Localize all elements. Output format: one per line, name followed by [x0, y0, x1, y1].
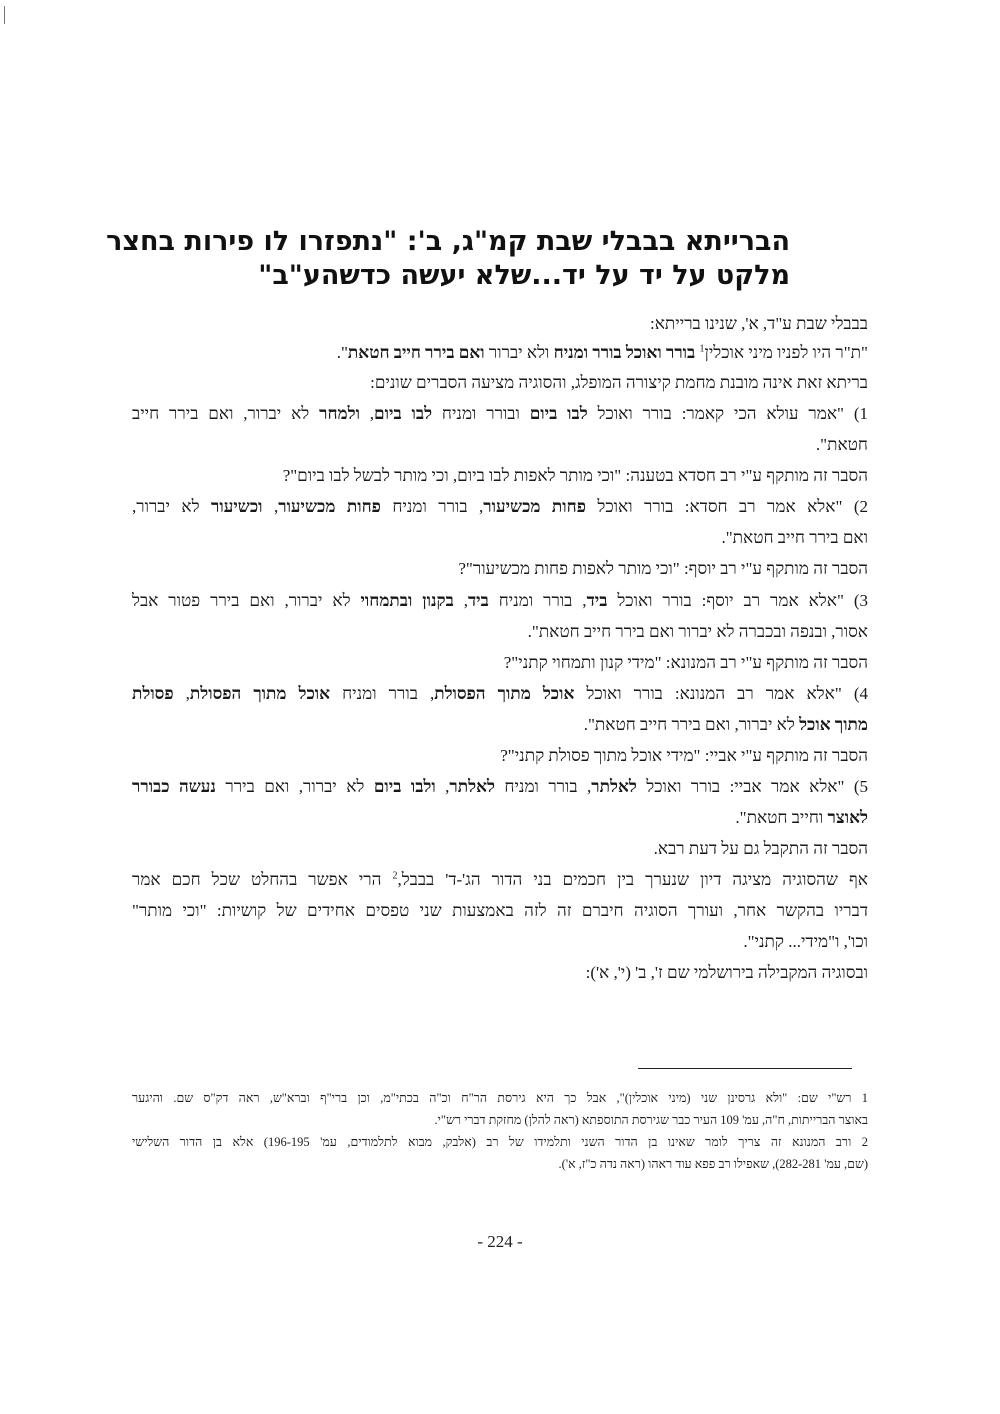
challenge-4: הסבר זה מותקף ע"י אביי: "מידי אוכל מתוך פסולת קתני"? [500, 746, 868, 765]
text: 1) "אמר עולא הכי קאמר: בורר ואוכל [587, 404, 869, 423]
baraita-note: בריתא זאת אינה מובנת מחמת קיצורה המופלג, והסוגיה מציעה הסברים שונים: [370, 373, 868, 392]
explanation-1-line-1 [132, 403, 868, 425]
quote-text: ולא יברור [484, 343, 554, 362]
paragraph-1-line-3: וכו', ו"מידי... קתני". [743, 932, 868, 951]
bold-text: לאלתר [591, 777, 637, 796]
bold-text: ולבו ביום [373, 777, 436, 796]
footnote-2-line-2: (שם, עמ' 282-281), שאפילו רב פפא עוד ראהו (ראה נדה כ"ז, א'). [558, 1157, 868, 1171]
challenge-1: הסבר זה מותקף ע"י רב חסדא בטענה: "וכי מותר לאפות לבו ביום, וכי מותר לבשל לבו ביום"? [282, 466, 868, 485]
footnote-1-line-1: 1 רש"י שם: "ולא גרסינן שני (מיני אוכלין)", אבל כך היא גירסת הר"ח וכ"ה בכתי"מ, וכן ברי"ף וברא"ש, ראה דק"ס שם. והיגער [132, 1091, 868, 1105]
bold-text: לאוצר [827, 808, 868, 827]
explanation-5-line-2 [735, 807, 868, 829]
text: , [173, 684, 190, 703]
intro-line: בבבלי שבת ע"ד, א', שנינו ברייתא: [650, 314, 868, 333]
text: 3) "אלא אמר רב יוסף: בורר ואוכל [607, 591, 868, 610]
footnote-1-line-2: באוצר הברייתות, ח"ה, עמ' 109 העיר כבר שגירסת התוספתא (ראה להלן) מחזקת דברי רש"י. [434, 1113, 868, 1127]
text: , בורר ומניח [494, 777, 592, 796]
bold-text: ביד [467, 591, 489, 610]
quote-text: "ת"ר היו לפניו מיני אוכלין [704, 343, 868, 362]
text: ובורר ומניח [432, 404, 530, 423]
text: וחייב חטאת". [735, 808, 828, 827]
footnote-ref-1[interactable]: 1 [699, 343, 705, 355]
explanation-3-line-2: אסור, ובנפה ובכברה לא יברור ואם בירר חייב חטאת". [527, 622, 868, 641]
text: לא יברור, ואם בירר פטור אבל [132, 591, 361, 610]
bold-text: ולמחר [319, 404, 360, 423]
text: , [453, 591, 468, 610]
text: לא יברור, ואם בירר חייב [132, 404, 320, 423]
bold-text: אוכל מתוך הפסולת [189, 684, 331, 703]
paragraph-1-line-2: דבריו בהקשר אחר, ועורך הסוגיה חיברם זה לזה באמצעות שני טפסים אחידים של קושיות: "וכי מותר" [132, 901, 868, 920]
quote-bold: ואם בירר חייב חטאת [347, 343, 485, 362]
bold-text: וכשיעור [211, 497, 263, 516]
bold-text: פסולת [132, 684, 174, 703]
text: , [435, 777, 450, 796]
text: 5) "אלא אמר אביי: בורר ואוכל [636, 777, 869, 796]
explanation-4-line-2 [584, 714, 868, 736]
bold-text: לבו ביום [529, 404, 588, 423]
text: , [359, 404, 375, 423]
bold-text: נעשה כבורר [132, 777, 216, 796]
quote-text: ". [336, 343, 348, 362]
text: , [262, 497, 279, 516]
baraita-quote [337, 342, 868, 364]
bold-text: לבו ביום [374, 404, 433, 423]
bold-text: לאלתר [449, 777, 495, 796]
footnote-2-line-1: 2 ורב המנונא זה צריך לומר שאינו בן הדור השני ותלמידו של רב (אלבק, מבוא לתלמודים, עמ' 196-195) אלא בן הדור השלישי [132, 1135, 868, 1149]
bold-text: מתוך אוכל [799, 715, 868, 734]
bold-text: פחות מכשיעור [278, 497, 381, 516]
text: אף שהסוגיה מציגה דיון שנערך בין חכמים בני הדור הג'-ד' בבבל, [397, 870, 868, 889]
explanation-2-line-1 [132, 496, 868, 518]
bold-text: אוכל מתוך הפסולת [434, 684, 575, 703]
explanation-1-line-2: חטאת". [815, 435, 868, 454]
bold-text: בקנון ובתמחוי [360, 591, 454, 610]
challenge-2: הסבר זה מותקף ע"י רב יוסף: "וכי מותר לאפות פחות מכשיעור"? [458, 559, 868, 578]
text: 4) "אלא אמר רב המנונא: בורר ואוכל [574, 684, 868, 703]
bold-text: פחות מכשיעור [483, 497, 586, 516]
challenge-3: הסבר זה מותקף ע"י רב המנונא: "מידי קנון ותמחוי קתני"? [503, 653, 868, 672]
text: לא יברור, ואם בירר [215, 777, 374, 796]
scan-edge-mark [4, 6, 5, 24]
page-title-line-1: הברייתא בבבלי שבת קמ"ג, ב': "נתפזרו לו פירות בחצר [106, 226, 790, 257]
page-title-line-2: מלקט על יד על יד...שלא יעשה כדשהע"ב" [258, 260, 790, 291]
paragraph-2: ובסוגיה המקבילה בירושלמי שם ז', ב' (י', א'): [585, 963, 868, 982]
explanation-2-line-2: ואם בירר חייב חטאת". [721, 528, 868, 547]
acceptance-line: הסבר זה התקבל גם על דעת רבא. [653, 839, 868, 858]
text: , בורר ומניח [380, 497, 484, 516]
page-number: - 224 - [477, 1232, 523, 1251]
quote-bold: בורר ואוכל בורר ומניח [553, 343, 696, 362]
footnote-ref-2[interactable]: 2 [392, 870, 398, 882]
explanation-5-line-1 [132, 776, 868, 798]
text: לא יברור, [132, 497, 212, 516]
footnote-separator [638, 1068, 852, 1069]
text: , בורר ומניח [330, 684, 435, 703]
explanation-3-line-1 [132, 590, 868, 612]
text: 2) "אלא אמר רב חסדא: בורר ואוכל [585, 497, 869, 516]
bold-text: ביד [586, 591, 608, 610]
text: לא יברור, ואם בירר חייב חטאת". [583, 715, 800, 734]
text: הרי אפשר בהחלט שכל חכם אמר [132, 870, 393, 889]
explanation-4-line-1 [132, 683, 868, 705]
paragraph-1-line-1 [132, 869, 868, 891]
text: , בורר ומניח [488, 591, 587, 610]
